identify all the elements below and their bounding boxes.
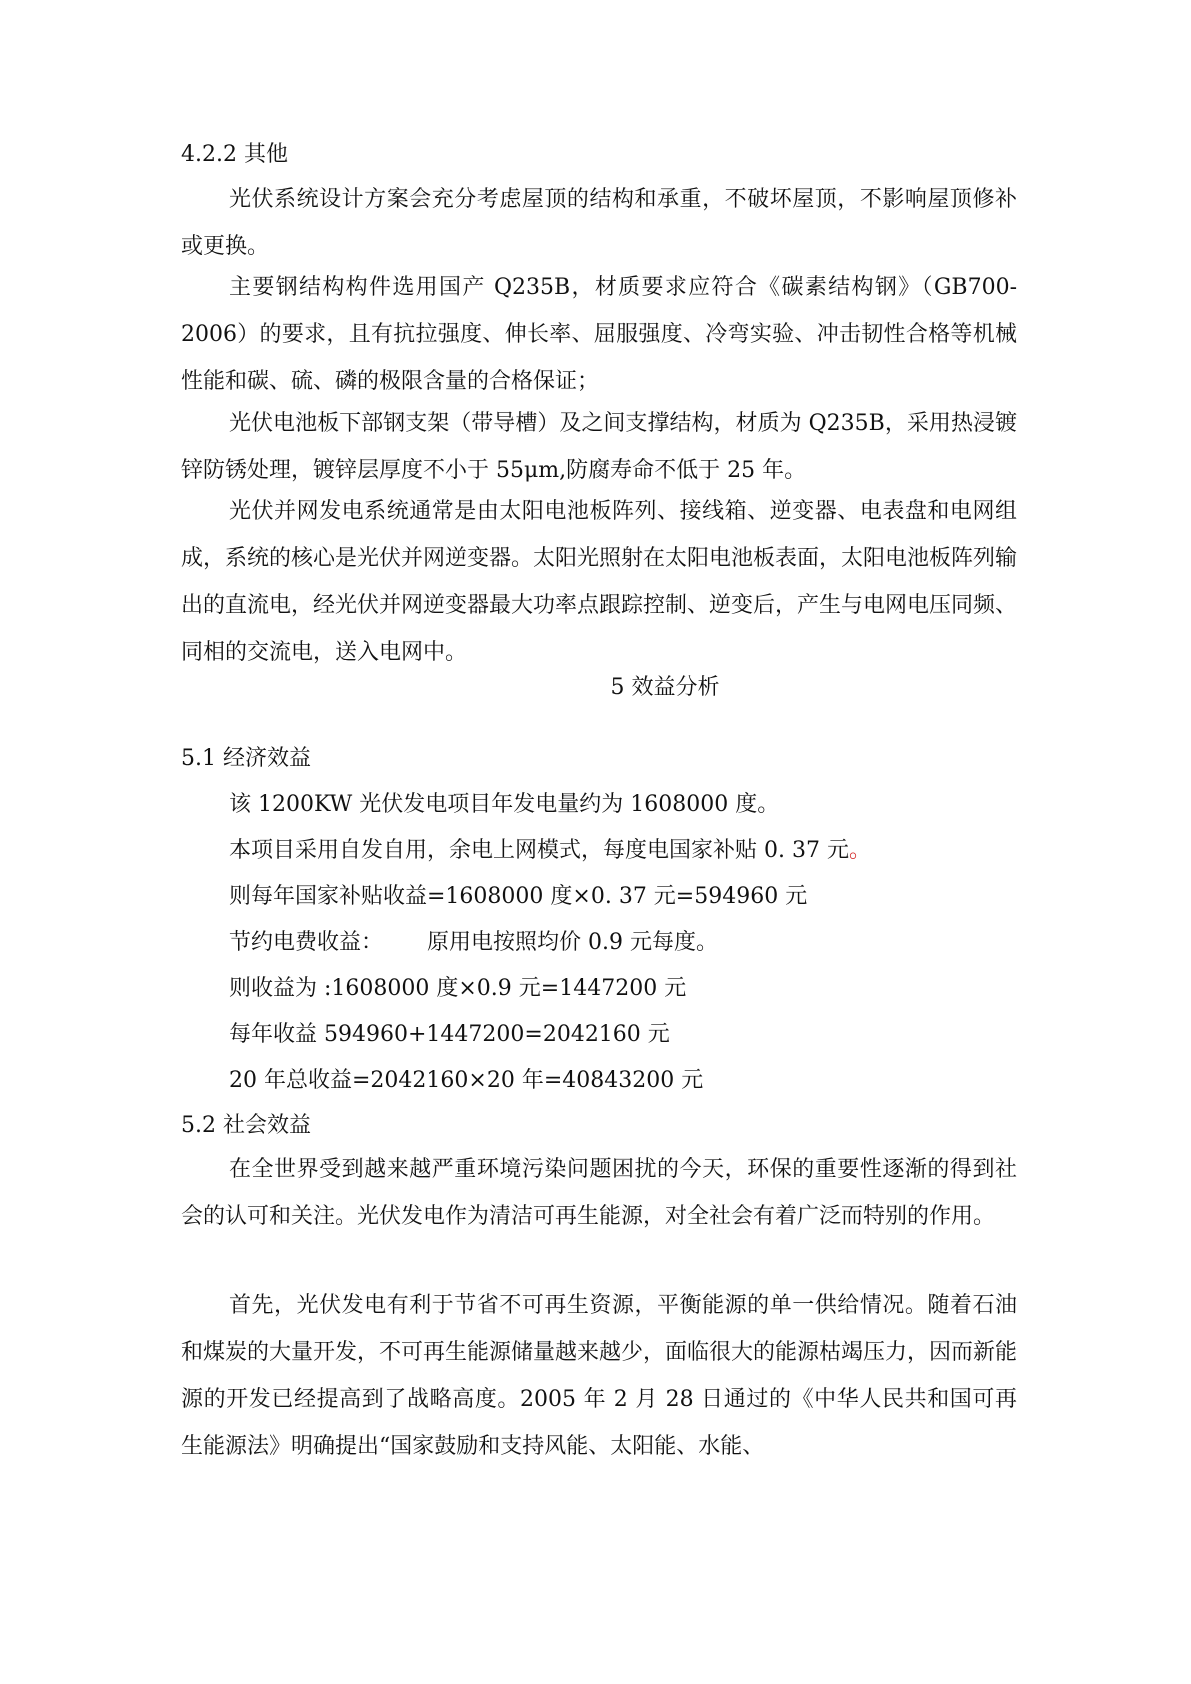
paragraph-roof-design: 光伏系统设计方案会充分考虑屋顶的结构和承重，不破坏屋顶，不影响屋顶修补或更换。 — [181, 187, 1017, 259]
paragraph-resources: 首先，光伏发电有利于节省不可再生资源，平衡能源的单一供给情况。随着石油和煤炭的大量开发，不可再生能源储量越来越少，面临很大的能源枯竭压力，因而新能源的开发已经提高到了战略高度。2005 年 2 月 28 日通过的《中华人民共和国可再生能源法》明确提出“国家鼓励和支持风能、太阳能、水能、 — [181, 1293, 1018, 1459]
line-subsidy-mode — [229, 836, 871, 866]
heading-5-1: 5.1 经济效益 — [181, 746, 311, 771]
paragraph-bracket: 光伏电池板下部钢支架（带导槽）及之间支撑结构，材质为 Q235B，采用热浸镀锌防锈处理，镀锌层厚度不小于 55μm,防腐寿命不低于 25 年。 — [181, 411, 1017, 483]
line-annual-generation: 该 1200KW 光伏发电项目年发电量约为 1608000 度。 — [229, 792, 780, 817]
paragraph-environment: 在全世界受到越来越严重环境污染问题困扰的今天，环保的重要性逐渐的得到社会的认可和关注。光伏发电作为清洁可再生能源，对全社会有着广泛而特别的作用。 — [181, 1157, 1017, 1229]
line-annual-income: 每年收益 594960+1447200=2042160 元 — [229, 1022, 670, 1047]
line-saving-label: 节约电费收益： — [229, 930, 384, 955]
line-saving-income: 则收益为 :1608000 度×0.9 元=1447200 元 — [229, 976, 687, 1001]
red-period-mark: 。 — [848, 838, 871, 863]
line-subsidy-income: 则每年国家补贴收益=1608000 度×0. 37 元=594960 元 — [229, 884, 808, 909]
line-electricity-saving — [229, 928, 718, 958]
line-subsidy-text: 本项目采用自发自用，余电上网模式，每度电国家补贴 0. 37 元 — [229, 838, 849, 863]
line-saving-price: 原用电按照均价 0.9 元每度。 — [427, 930, 718, 955]
paragraph-steel-structure: 主要钢结构构件选用国产 Q235B，材质要求应符合《碳素结构钢》（GB700-2006）的要求，且有抗拉强度、伸长率、屈服强度、冷弯实验、冲击韧性合格等机械性能和碳、硫、磷的极限含量的合格保证； — [181, 275, 1017, 394]
heading-5-2: 5.2 社会效益 — [181, 1113, 311, 1138]
section-title-benefit-analysis: 5 效益分析 — [610, 675, 720, 700]
heading-4-2-2: 4.2.2 其他 — [181, 142, 288, 167]
paragraph-grid-system: 光伏并网发电系统通常是由太阳电池板阵列、接线箱、逆变器、电表盘和电网组成，系统的核心是光伏并网逆变器。太阳光照射在太阳电池板表面，太阳电池板阵列输出的直流电，经光伏并网逆变器最大功率点跟踪控制、逆变后，产生与电网电压同频、同相的交流电，送入电网中。 — [181, 499, 1018, 665]
line-total-income: 20 年总收益=2042160×20 年=40843200 元 — [229, 1068, 704, 1093]
